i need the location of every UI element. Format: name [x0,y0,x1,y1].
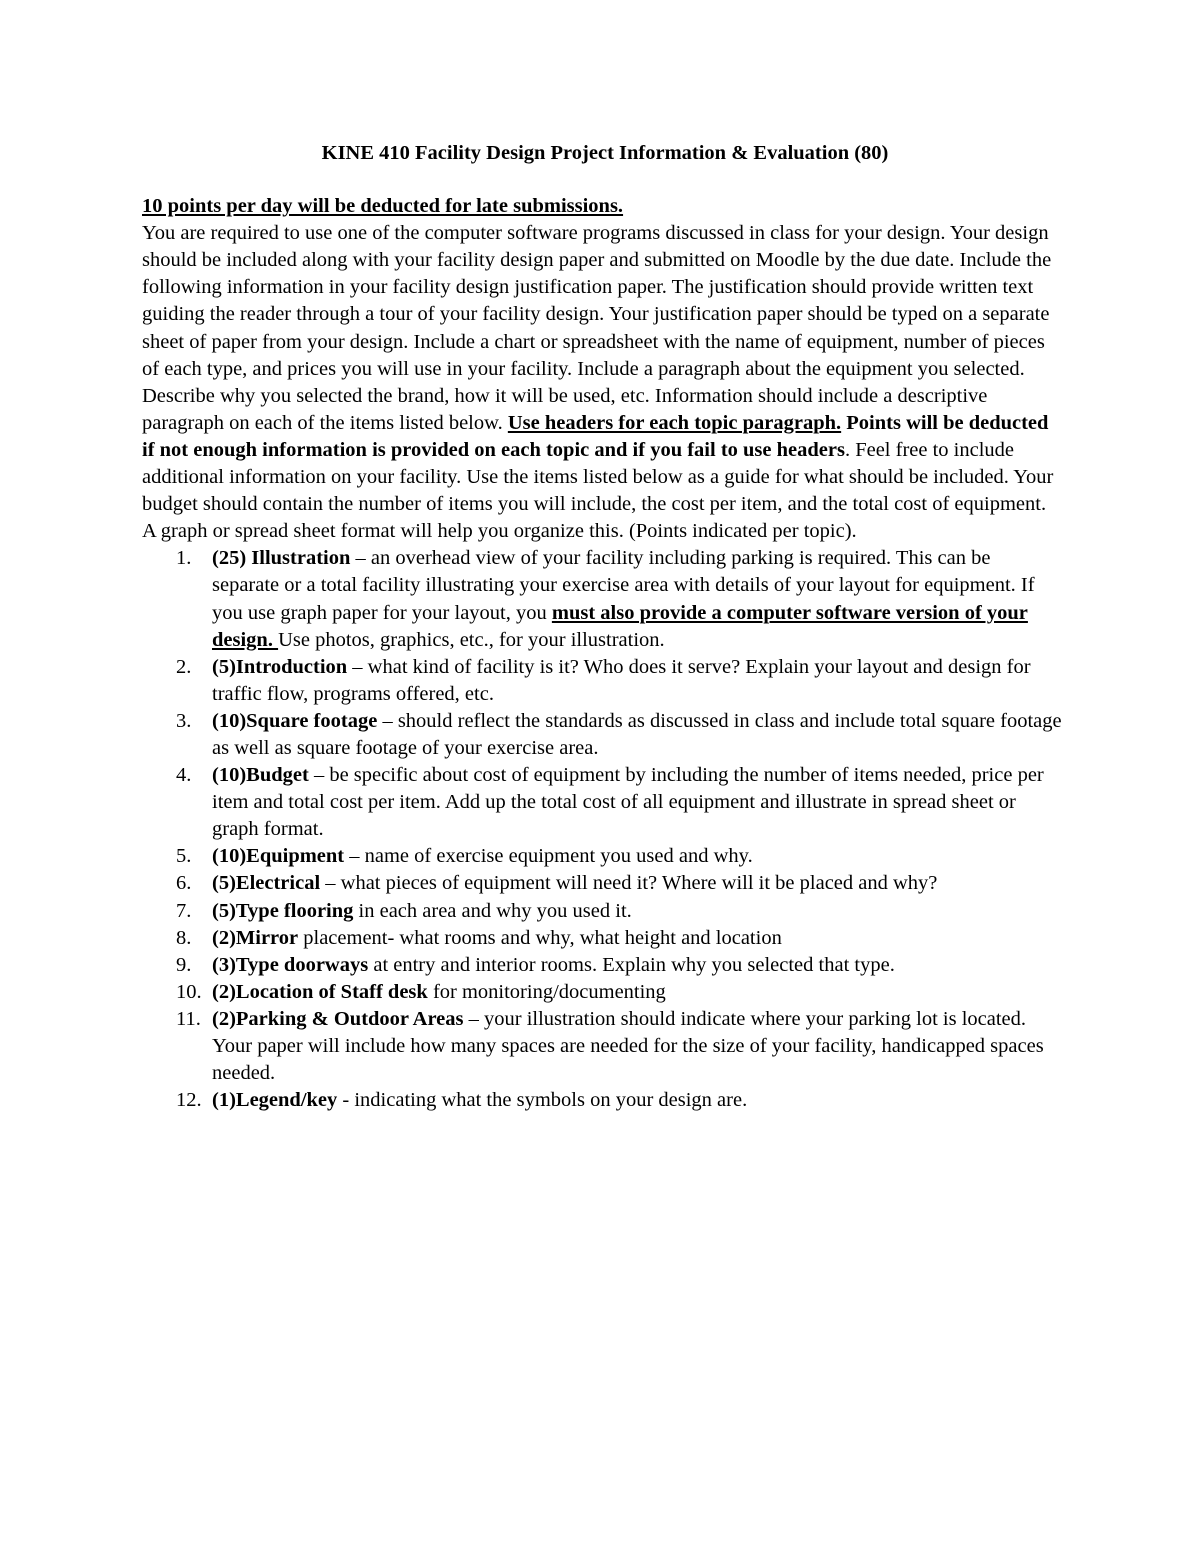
list-item [142,843,1062,870]
item-text: – name of exercise equipment you used and why. [344,845,753,868]
item-label: (5)Electrical [212,872,321,895]
item-text: at entry and interior rooms. Explain why you selected that type. [368,953,895,976]
instructions-text: You are required to use one of the computer software programs discussed in class for your design. Your design should be included along with your facility design paper and submitted on Moodle by the due date. Include the following information in your facility design justification paper. The justification should provide written text guiding the reader through a tour of your facility design. Your justification paper should be typed on a separate sheet of paper from your design. Include a chart or spreadsheet with the name of equipment, number of pieces of each type, and prices you will use in your facility. Include a paragraph about the equipment you selected. Describe why you selected the brand, how it will be used, etc. Information should include a descriptive paragraph on each of the items listed below. [142,222,1052,434]
item-number: 6. [176,872,192,895]
item-number: 4. [176,764,192,787]
list-item [142,898,1062,925]
list-item [142,762,1062,843]
item-label: (2)Location of Staff desk [212,980,428,1003]
item-text: - indicating what the symbols on your design are. [337,1089,748,1112]
list-item [142,979,1062,1006]
item-number: 1. [176,547,192,570]
item-number: 10. [176,980,202,1003]
item-label: (5)Introduction [212,655,348,678]
list-item [142,925,1062,952]
item-label: (5)Type flooring [212,899,354,922]
item-label: (25) Illustration [212,547,351,570]
item-number: 7. [176,899,192,922]
item-emphasis: must also provide a computer software version of your design. [212,601,1028,651]
item-text: – your illustration should indicate where your parking lot is located. Your paper will include how many spaces are needed for the size of your facility, handicapped spaces needed. [212,1007,1044,1085]
item-label: (10)Budget [212,764,309,787]
late-submission-notice: 10 points per day will be deducted for late submissions. [142,195,624,218]
list-item [142,1087,1062,1114]
item-text: for monitoring/documenting [427,980,666,1003]
document-title: KINE 410 Facility Design Project Information & Evaluation (80) [321,142,889,164]
item-text-continued: Use photos, graphics, etc., for your illustration. [278,628,665,651]
list-item [142,545,1062,653]
item-label: (2)Mirror [212,926,299,949]
item-text: in each area and why you used it. [353,899,632,922]
instructions-text-continued: . Feel free to include additional information on your facility. Use the items listed below as a guide for what should be included. Your budget should contain the number of items you will include, the cost per item, and the total cost of equipment. A graph or spread sheet format will help you organize this. (Points indicated per topic). [142,438,1054,543]
item-text: – be specific about cost of equipment by including the number of items needed, price per item and total cost per item. Add up the total cost of all equipment and illustrate in spread sheet or graph format. [212,764,1044,841]
item-number: 5. [176,845,192,868]
item-number: 2. [176,655,192,678]
item-text: – what pieces of equipment will need it? Where will it be placed and why? [320,872,938,895]
headers-note: Use headers for each topic paragraph. [507,411,842,434]
item-label: (3)Type doorways [212,953,369,976]
item-number: 9. [176,953,192,976]
list-item [142,1006,1062,1087]
topic-list [142,545,1062,1114]
instructions-paragraph [142,220,1062,545]
list-item [142,870,1062,897]
list-item [142,952,1062,979]
deduction-note: Points will be deducted if not enough information is provided on each topic and if you fail to use headers [142,411,1049,461]
item-text: placement- what rooms and why, what height and location [298,926,782,949]
item-text: – an overhead view of your facility including parking is required. This can be separate or a total facility illustrating your exercise area with details of your layout for equipment. If you use graph paper for your layout, you [212,547,1035,624]
list-item [142,654,1062,708]
item-number: 8. [176,926,192,949]
item-label: (10)Square footage [212,709,378,732]
list-item [142,708,1062,762]
item-number: 3. [176,709,192,732]
item-label: (10)Equipment [212,845,345,868]
document-body [142,140,1062,1114]
item-label: (2)Parking & Outdoor Areas [212,1007,464,1030]
item-number: 12. [176,1089,202,1112]
item-text: – should reflect the standards as discussed in class and include total square footage as well as square footage of your exercise area. [212,709,1062,759]
item-label: (1)Legend/key [212,1089,338,1112]
item-text: – what kind of facility is it? Who does it serve? Explain your layout and design for traffic flow, programs offered, etc. [212,655,1031,705]
item-number: 11. [176,1007,201,1030]
